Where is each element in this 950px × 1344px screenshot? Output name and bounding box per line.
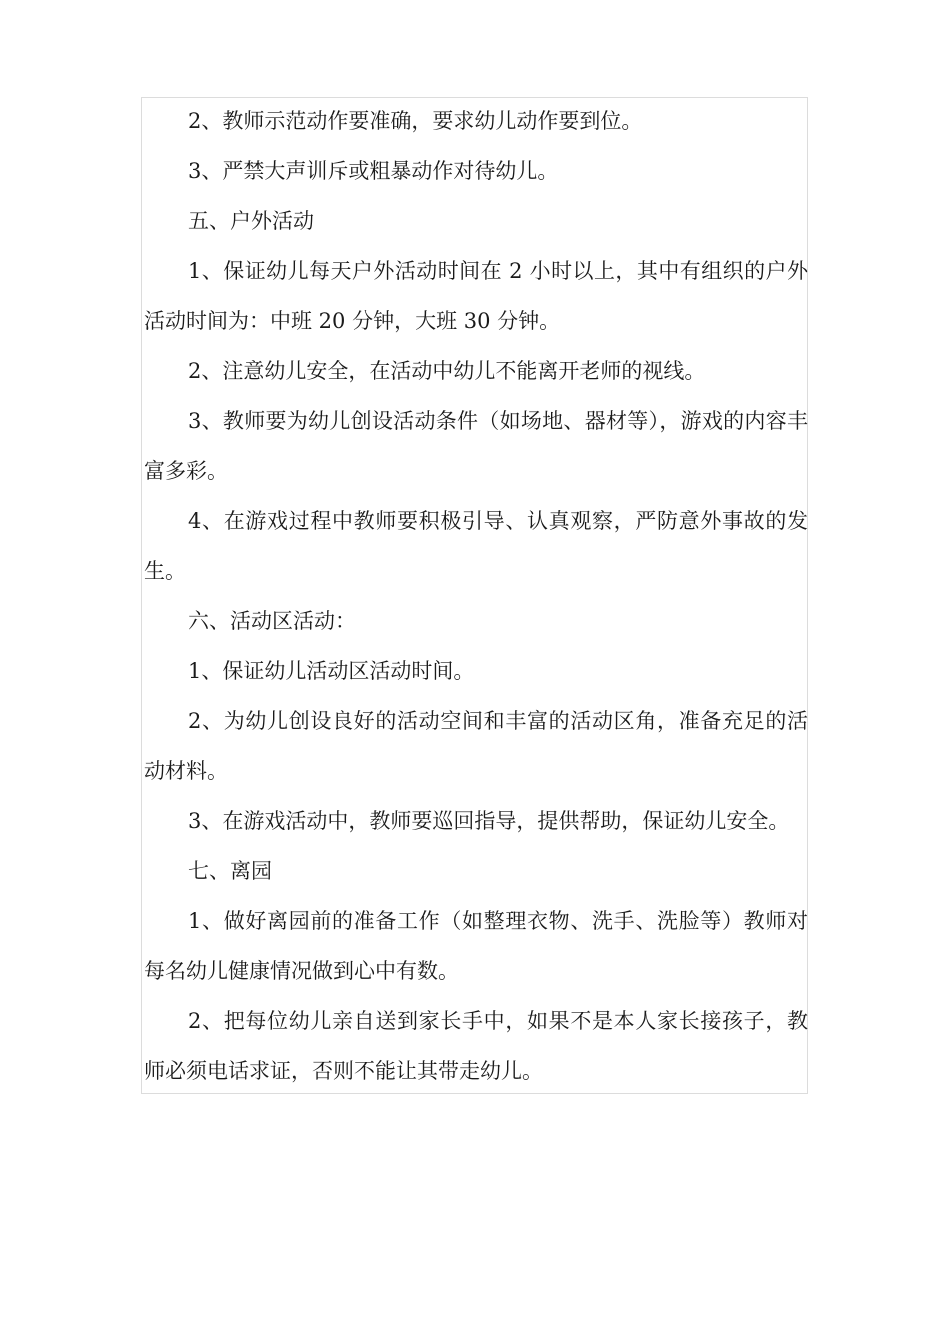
paragraph-item: 4、在游戏过程中教师要积极引导、认真观察，严防意外事故的发生。 [144,509,808,583]
paragraph-item: 1、做好离园前的准备工作（如整理衣物、洗手、洗脸等）教师对每名幼儿健康情况做到心中有数。 [144,909,808,983]
paragraph-item: 2、为幼儿创设良好的活动空间和丰富的活动区角，准备充足的活动材料。 [144,709,808,783]
section-heading: 六、活动区活动： [188,609,356,633]
paragraph-item: 3、在游戏活动中，教师要巡回指导，提供帮助，保证幼儿安全。 [188,809,790,833]
paragraph-item: 3、严禁大声训斥或粗暴动作对待幼儿。 [188,159,559,183]
paragraph-item: 1、保证幼儿每天户外活动时间在 2 小时以上，其中有组织的户外活动时间为：中班 20 分钟，大班 30 分钟。 [144,259,808,333]
paragraph-item: 2、注意幼儿安全，在活动中幼儿不能离开老师的视线。 [188,359,706,383]
paragraph-item: 2、教师示范动作要准确，要求幼儿动作要到位。 [188,109,643,133]
document-body [144,96,808,1096]
paragraph-item: 3、教师要为幼儿创设活动条件（如场地、器材等），游戏的内容丰富多彩。 [144,409,808,483]
section-heading: 七、离园 [188,859,272,883]
paragraph-item: 2、把每位幼儿亲自送到家长手中，如果不是本人家长接孩子，教师必须电话求证，否则不能让其带走幼儿。 [144,1009,808,1083]
paragraph-item: 1、保证幼儿活动区活动时间。 [188,659,475,683]
section-heading: 五、户外活动 [188,209,314,233]
